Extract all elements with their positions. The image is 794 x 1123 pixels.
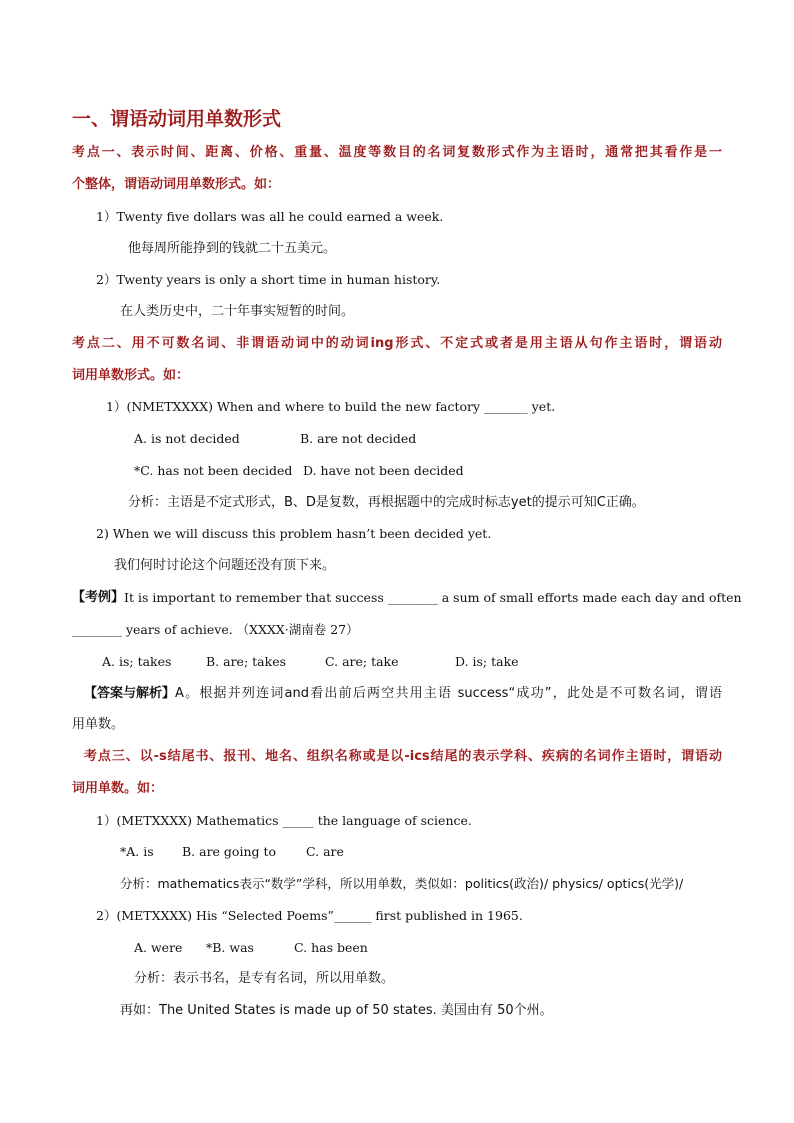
point3-heading-line1: 考点三、以-s结尾书、报刊、地名、组织名称或是以-ics结尾的表示学科、疾病的名词作主语时，谓语动	[84, 749, 722, 764]
point2-example2-cn: 我们何时讨论这个问题还没有顶下来。	[114, 558, 336, 573]
option-b: B. are not decided	[300, 431, 417, 446]
point3-q2-option-c: C. has been	[294, 940, 368, 955]
point1-heading-line2: 个整体，谓语动词用单数形式。如：	[72, 177, 281, 192]
point1-heading-line1: 考点一、表示时间、距离、价格、重量、温度等数目的名词复数形式作为主语时，通常把其看作是一	[72, 145, 722, 160]
point2-example2-en: 2) When we will discuss this problem hasn’t been decided yet.	[96, 526, 492, 541]
exam-option-b: B. are; takes	[206, 654, 287, 669]
point2-analysis: 分析：主语是不定式形式，B、D是复数，再根据题中的完成时标志yet的提示可知C正确。	[128, 495, 645, 510]
exam-question-line1: It is important to remember that success ________ a sum of small efforts made each day and often	[124, 590, 742, 605]
point3-q2-option-b: *B. was	[206, 940, 254, 955]
point3-question2: 2）(METXXXX) His “Selected Poems”______ first published in 1965.	[96, 908, 523, 923]
point3-q1-option-b: B. are going to	[182, 844, 277, 859]
exam-option-d: D. is; take	[455, 654, 519, 669]
exam-label: 【考例】	[72, 590, 125, 605]
point3-q1-option-a: *A. is	[120, 844, 154, 859]
option-c: *C. has not been decided	[134, 463, 293, 478]
exam-option-a: A. is; takes	[102, 654, 172, 669]
option-d: D. have not been decided	[303, 463, 464, 478]
point2-question1: 1）(NMETXXXX) When and where to build the new factory _______ yet.	[106, 399, 556, 414]
point3-heading-line2: 词用单数。如：	[72, 781, 164, 796]
point1-example1-cn: 他每周所能挣到的钱就二十五美元。	[128, 241, 337, 256]
exam-example-line1	[72, 589, 742, 607]
point3-q2-analysis: 分析：表示书名，是专有名词，所以用单数。	[134, 971, 395, 986]
point2-heading-line1: 考点二、用不可数名词、非谓语动词中的动词ing形式、不定式或者是用主语从句作主语时，谓语动	[72, 336, 722, 351]
exam-option-c: C. are; take	[325, 654, 399, 669]
answer-text-line1: A。根据并列连词and看出前后两空共用主语 success“成功”，此处是不可数名词，谓语	[175, 686, 722, 701]
answer-label: 【答案与解析】	[84, 686, 176, 701]
answer-text-line2: 用单数。	[72, 717, 125, 732]
point3-q2-option-a: A. were	[134, 940, 183, 955]
section-title: 一、谓语动词用单数形式	[72, 108, 282, 130]
point2-heading-line2: 词用单数形式。如：	[72, 368, 190, 383]
option-a: A. is not decided	[134, 431, 240, 446]
point3-more-example: 再如：The United States is made up of 50 states. 美国由有 50个州。	[120, 1003, 553, 1018]
point1-example1-en: 1）Twenty five dollars was all he could earned a week.	[96, 209, 444, 224]
point3-question1: 1）(METXXXX) Mathematics _____ the language of science.	[96, 813, 472, 828]
point3-q1-option-c: C. are	[306, 844, 344, 859]
answer-line1	[84, 685, 722, 703]
exam-question-line2: ________ years of achieve. （XXXX·湖南卷 27）	[72, 622, 359, 637]
point3-q1-analysis: 分析：mathematics表示“数学”学科，所以用单数，类似如：politics(政治)/ physics/ optics(光学)/	[120, 876, 684, 891]
point1-example2-cn: 在人类历史中，二十年事实短暂的时间。	[120, 304, 355, 319]
point1-example2-en: 2）Twenty years is only a short time in human history.	[96, 272, 441, 287]
